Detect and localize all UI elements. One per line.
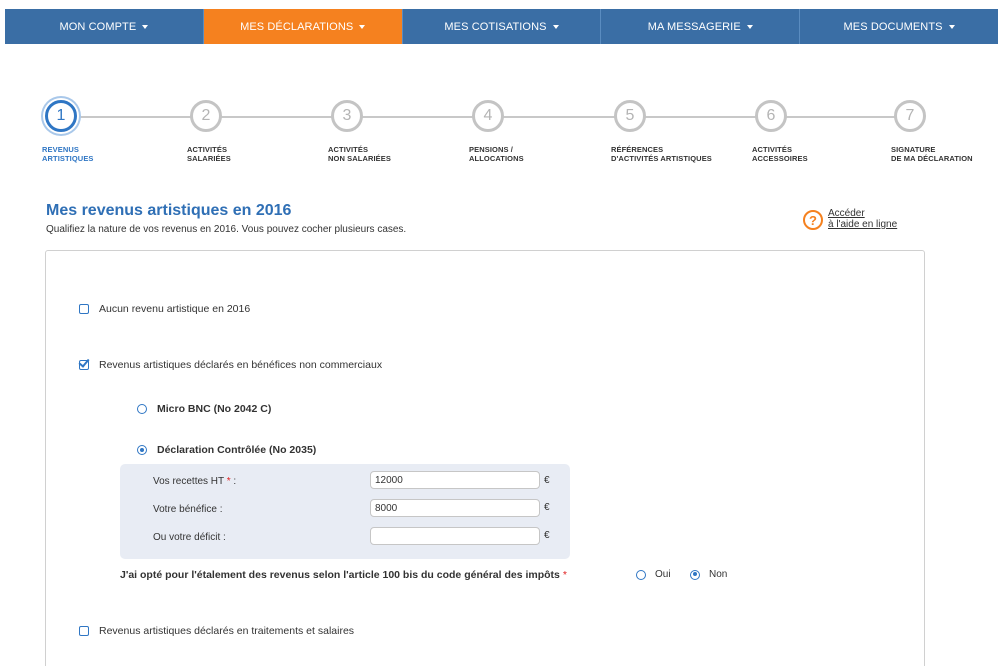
main-nav: [5, 9, 998, 44]
caret-down-icon: [142, 25, 148, 29]
radio-micro-bnc[interactable]: [137, 404, 147, 414]
option-label: Revenus artistiques déclarés en bénéfices non commerciaux: [99, 359, 383, 371]
step-label: ACTIVITÉS NON SALARIÉES: [328, 145, 391, 163]
caret-down-icon: [949, 25, 955, 29]
deficit-label: Ou votre déficit :: [153, 532, 226, 543]
radio-label: Non: [709, 569, 728, 580]
radio-etalement-non[interactable]: [690, 570, 700, 580]
radio-micro-bnc-row: [137, 403, 271, 415]
option-bnc: [79, 359, 382, 371]
checkbox-aucun-revenu[interactable]: [79, 304, 89, 314]
nav-mon-compte[interactable]: MON COMPTE: [5, 9, 204, 44]
step-number: 7: [894, 100, 926, 132]
radio-declaration-controlee[interactable]: [137, 445, 147, 455]
step-label: SIGNATURE DE MA DÉCLARATION: [891, 145, 973, 163]
checkbox-bnc[interactable]: [79, 360, 89, 370]
benefice-input[interactable]: [370, 499, 540, 517]
radio-etalement-oui[interactable]: [636, 570, 646, 580]
step-number: 6: [755, 100, 787, 132]
step-label: REVENUS ARTISTIQUES: [42, 145, 94, 163]
step-number: 5: [614, 100, 646, 132]
radio-label: Micro BNC (No 2042 C): [157, 403, 272, 415]
recettes-input[interactable]: [370, 471, 540, 489]
page-subtitle: Qualifiez la nature de vos revenus en 2016. Vous pouvez cocher plusieurs cases.: [46, 224, 407, 235]
radio-controlee-row: [137, 444, 316, 456]
option-aucun-revenu: [79, 303, 250, 315]
step-number: 4: [472, 100, 504, 132]
help-link[interactable]: [803, 208, 897, 230]
nav-mes-declarations[interactable]: MES DÉCLARATIONS: [204, 9, 403, 44]
option-label: Aucun revenu artistique en 2016: [99, 303, 251, 315]
deficit-input[interactable]: [370, 527, 540, 545]
checkbox-traitements-salaires[interactable]: [79, 626, 89, 636]
help-link-text: Accéder à l'aide en ligne: [828, 208, 898, 230]
step-number: 2: [190, 100, 222, 132]
radio-label: Déclaration Contrôlée (No 2035): [157, 444, 317, 456]
radio-label: Oui: [655, 569, 671, 580]
nav-mes-documents[interactable]: MES DOCUMENTS: [800, 9, 998, 44]
step-number: 1: [45, 100, 77, 132]
etalement-non: [690, 569, 727, 580]
option-traitements-salaires: [79, 625, 354, 637]
step-label: ACTIVITÉS SALARIÉES: [187, 145, 231, 163]
euro-sign: €: [544, 475, 550, 486]
benefice-label: Votre bénéfice :: [153, 504, 223, 515]
euro-sign: €: [544, 530, 550, 541]
question-circle-icon: ?: [803, 210, 823, 230]
etalement-oui: [636, 569, 671, 580]
step-label: ACTIVITÉS ACCESSOIRES: [752, 145, 808, 163]
nav-ma-messagerie[interactable]: MA MESSAGERIE: [601, 9, 800, 44]
caret-down-icon: [359, 25, 365, 29]
page-title: Mes revenus artistiques en 2016: [46, 202, 292, 219]
step-label: RÉFÉRENCES D'ACTIVITÉS ARTISTIQUES: [611, 145, 712, 163]
nav-mes-cotisations[interactable]: MES COTISATIONS: [403, 9, 602, 44]
step-label: PENSIONS / ALLOCATIONS: [469, 145, 524, 163]
caret-down-icon: [747, 25, 753, 29]
euro-sign: €: [544, 502, 550, 513]
recettes-label: Vos recettes HT * :: [153, 476, 237, 487]
option-label: Revenus artistiques déclarés en traitements et salaires: [99, 625, 355, 637]
step-number: 3: [331, 100, 363, 132]
etalement-question: J'ai opté pour l'étalement des revenus selon l'article 100 bis du code général des impôts *: [120, 569, 567, 581]
caret-down-icon: [553, 25, 559, 29]
